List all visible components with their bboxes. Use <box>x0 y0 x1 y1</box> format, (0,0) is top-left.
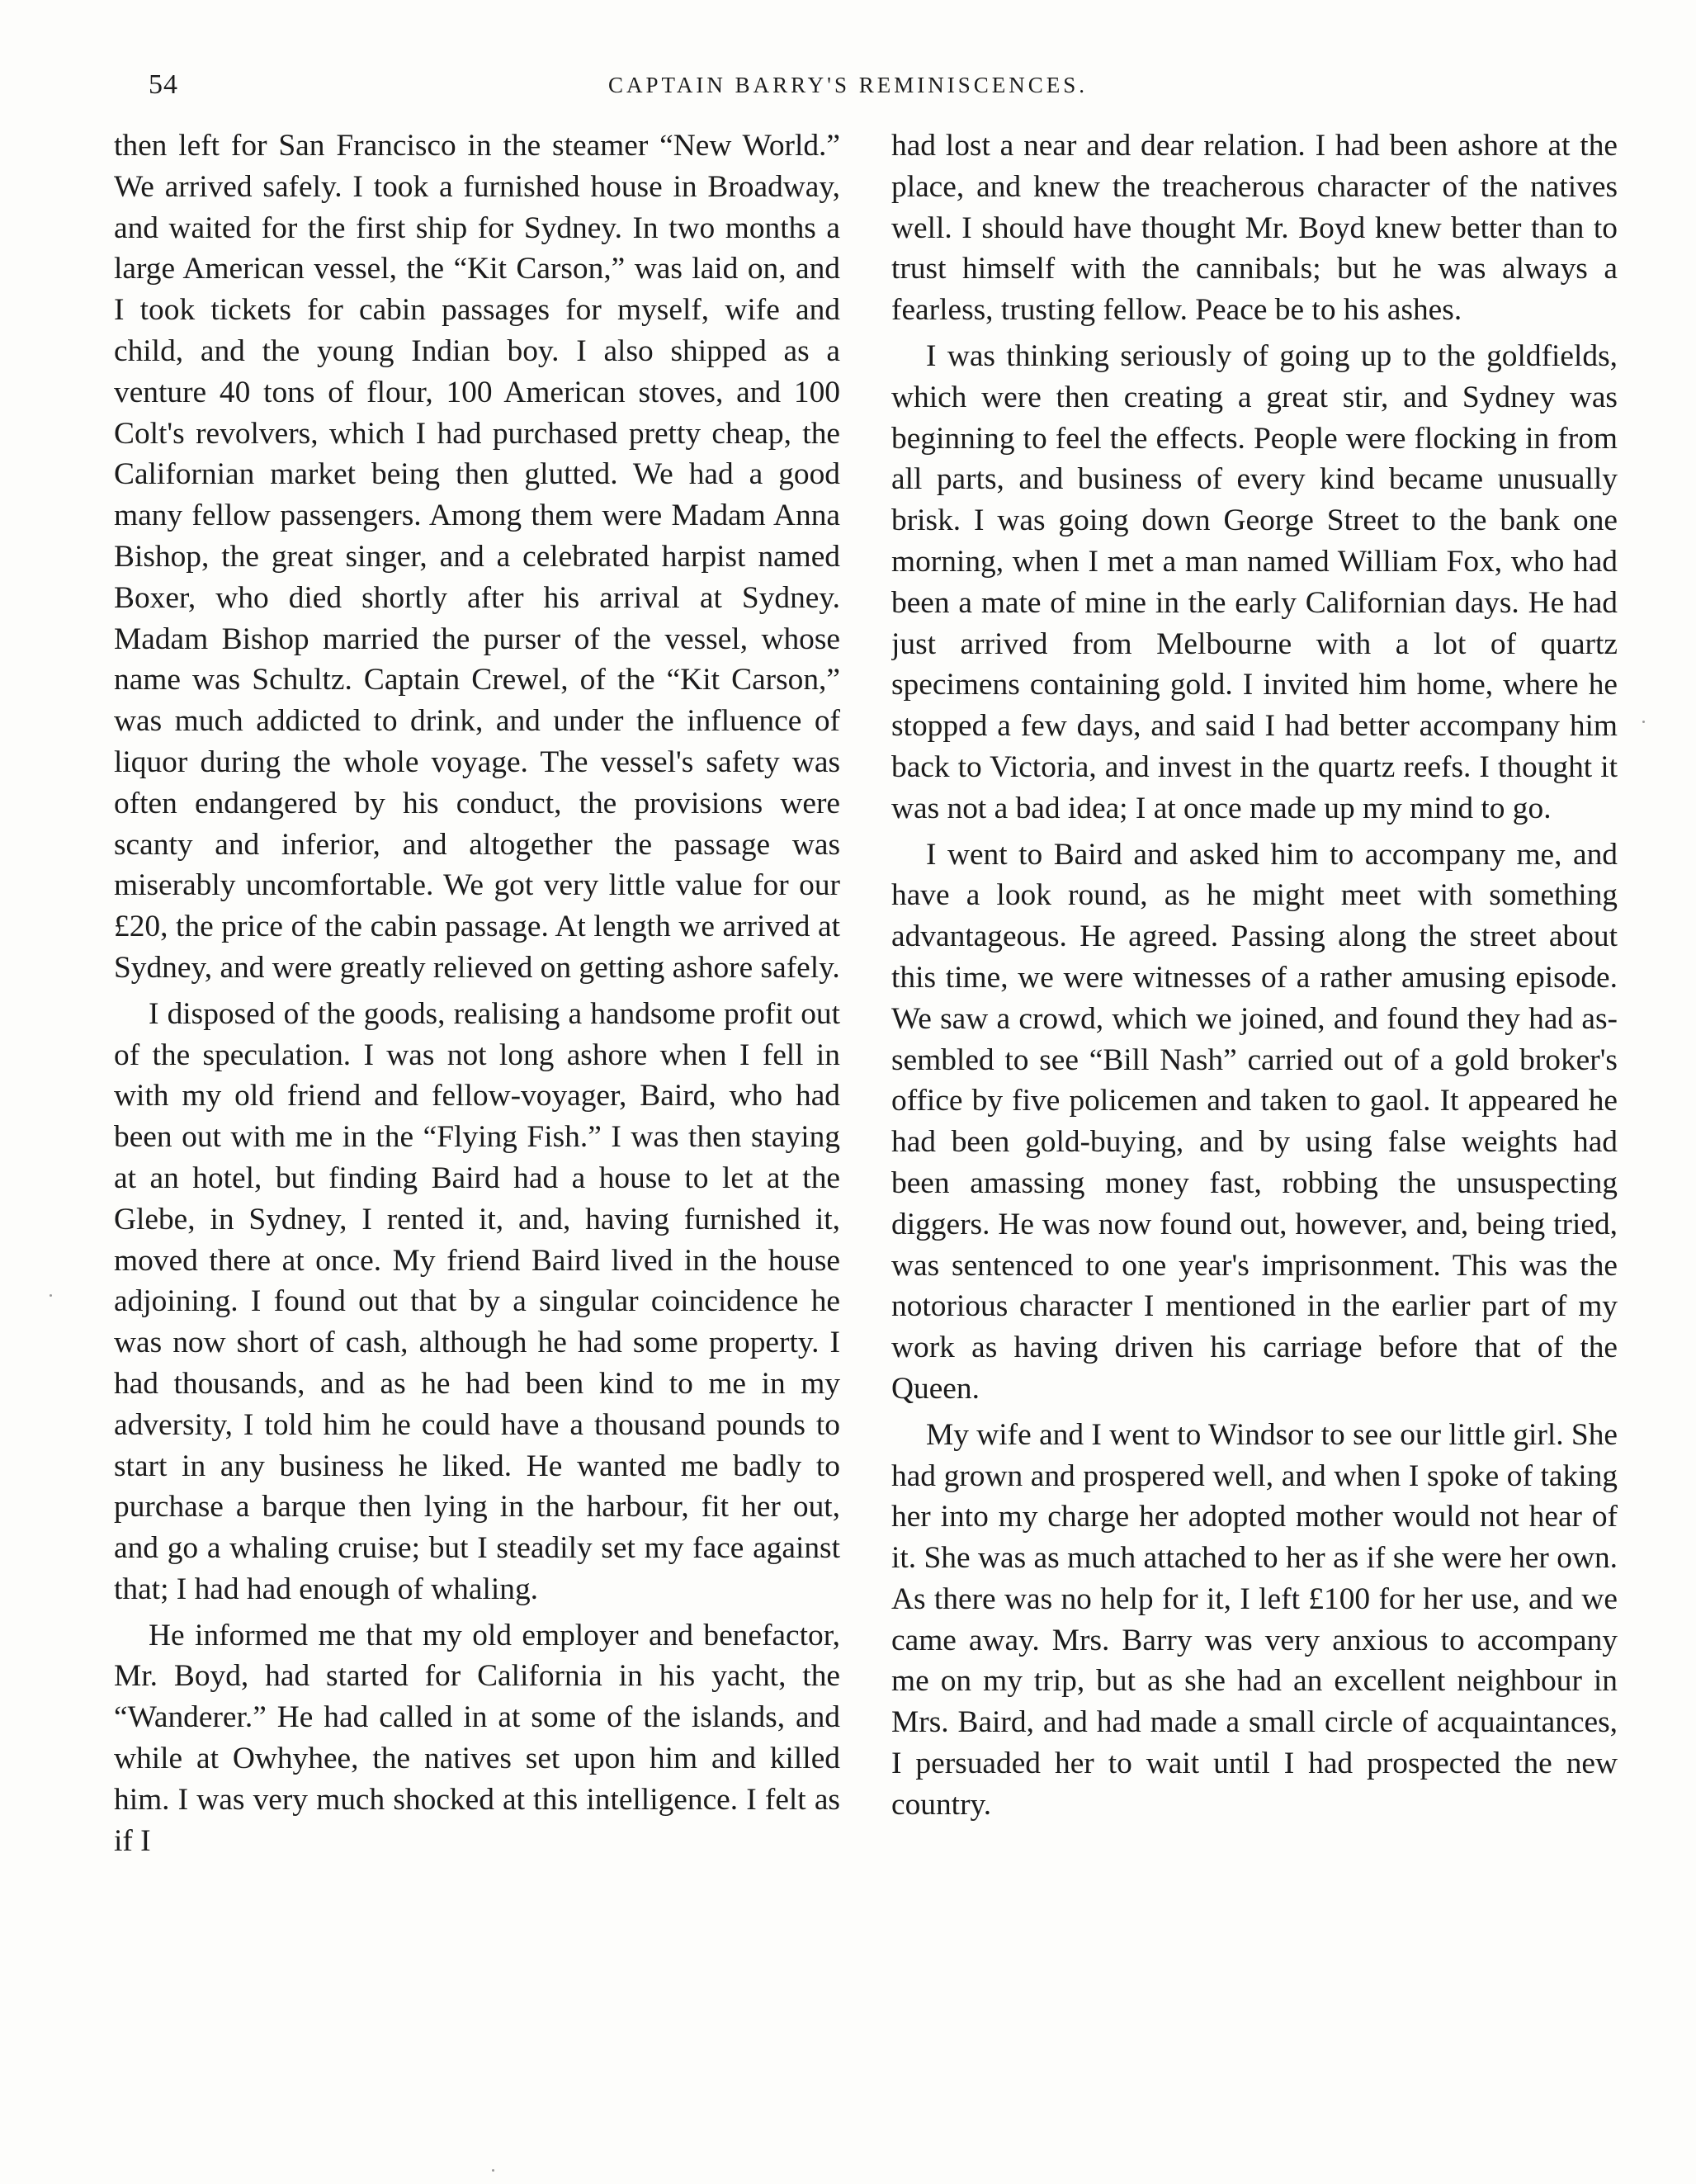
left-column <box>114 125 840 2131</box>
page-header <box>0 69 1696 119</box>
paper-speck <box>492 2169 494 2172</box>
paragraph: I was thinking seriously of going up to the goldfields, which were then creating a great stir, and Sydney was beginning to feel the effects. People were flocking in from all parts, and business of every kind became unusually brisk. I was going down George Street to the bank one morning, when I met a man named William Fox, who had been a mate of mine in the early Californian days. He had just arrived from Melbourne with a lot of quartz specimens containing gold. I invited him home, where he stopped a few days, and said I had better accompany him back to Victoria, and invest in the quartz reefs. I thought it was not a bad idea; I at once made up my mind to go. <box>891 338 1618 825</box>
paper-speck <box>1642 721 1645 723</box>
paragraph: had lost a near and dear relation. I had been ashore at the place, and knew the treacherous character of the natives well. I should have thought Mr. Boyd knew better than to trust himself with the cannibals; but he was always a fearless, trusting fellow. Peace be to his ashes. <box>891 129 1618 328</box>
paragraph: I disposed of the goods, realising a handsome profit out of the speculation. I was not long ashore when I fell in with my old friend and fellow-voyager, Baird, who had been out with me in the “Flying Fish.” I was then staying at an hotel, but finding Baird had a house to let at the Glebe, in Sydney, I rented it, and, having furnished it, moved there at once. My friend Baird lived in the house adjoining. I found out that by a singular coincidence he was now short of cash, although he had some property. I had thousands, and as he had been kind to me in my adversity, I told him he could have a thousand pounds to start in any business he liked. He wanted me badly to purchase a barque then lying in the harbour, fit her out, and go a whaling cruise; but I steadily set my face against that; I had had enough of whaling. <box>114 996 840 1606</box>
paragraph: He informed me that my old employer and benefactor, Mr. Boyd, had started for California in his yacht, the “Wanderer.” He had called in at some of the islands, and while at Owhyhee, the natives set upon him and killed him. I was very much shocked at this intelligence. I felt as if I <box>114 1618 840 1858</box>
page-number: 54 <box>149 69 178 100</box>
paper-speck <box>50 1294 52 1297</box>
paragraph: I went to Baird and asked him to accompany me, and have a look round, as he might meet with something advantageous. He agreed. Passing along the street about this time, we were witnesses of a rather amusing episode. We saw a crowd, which we joined, and found they had assembled to see “Bill Nash” carried out of a gold broker's office by five policemen and taken to gaol. It appeared he had been gold-buying, and by using false weights had been amassing money fast, robbing the unsuspecting diggers. He was now found out, however, and, being tried, was sentenced to one year's imprisonment. This was the notorious character I mentioned in the earlier part of my work as having driven his carriage before that of the Queen. <box>891 837 1618 1406</box>
right-column <box>891 125 1618 2131</box>
running-title: CAPTAIN BARRY'S REMINISCENCES. <box>607 73 1089 97</box>
paragraph: then left for San Francisco in the steamer “New World.” We arrived safely. I took a furnished house in Broadway, and waited for the first ship for Sydney. In two months a large American vessel, the “Kit Carson,” was laid on, and I took tickets for cabin passages for myself, wife and child, and the young Indian boy. I also shipped as a venture 40 tons of flour, 100 American stoves, and 100 Colt's revolvers, which I had purchased pretty cheap, the Californian market being then glutted. We had a good many fellow passengers. Among them were Madam Anna Bishop, the great singer, and a celebrated harpist named Boxer, who died shortly after his arrival at Sydney. Madam Bishop married the purser of the vessel, whose name was Schultz. Captain Crewel, of the “Kit Carson,” was much addicted to drink, and under the influence of liquor during the whole voyage. The vessel's safety was often endangered by his conduct, the provisions were scanty and inferior, and altogether the passage was miserably uncomfortable. We got very little value for our £20, the price of the cabin passage. At length we arrived at Sydney, and were greatly relieved on getting ashore safely. <box>114 129 840 985</box>
paragraph: My wife and I went to Windsor to see our little girl. She had grown and prospered well, and when I spoke of taking her into my charge her adopted mother would not hear of it. She was as much attached to her as if she were her own. As there was no help for it, I left £100 for her use, and we came away. Mrs. Barry was very anxious to accompany me on my trip, but as she had an excellent neighbour in Mrs. Baird, and had made a small circle of acquaintances, I persuaded her to wait until I had prospected the new country. <box>891 1417 1618 1822</box>
